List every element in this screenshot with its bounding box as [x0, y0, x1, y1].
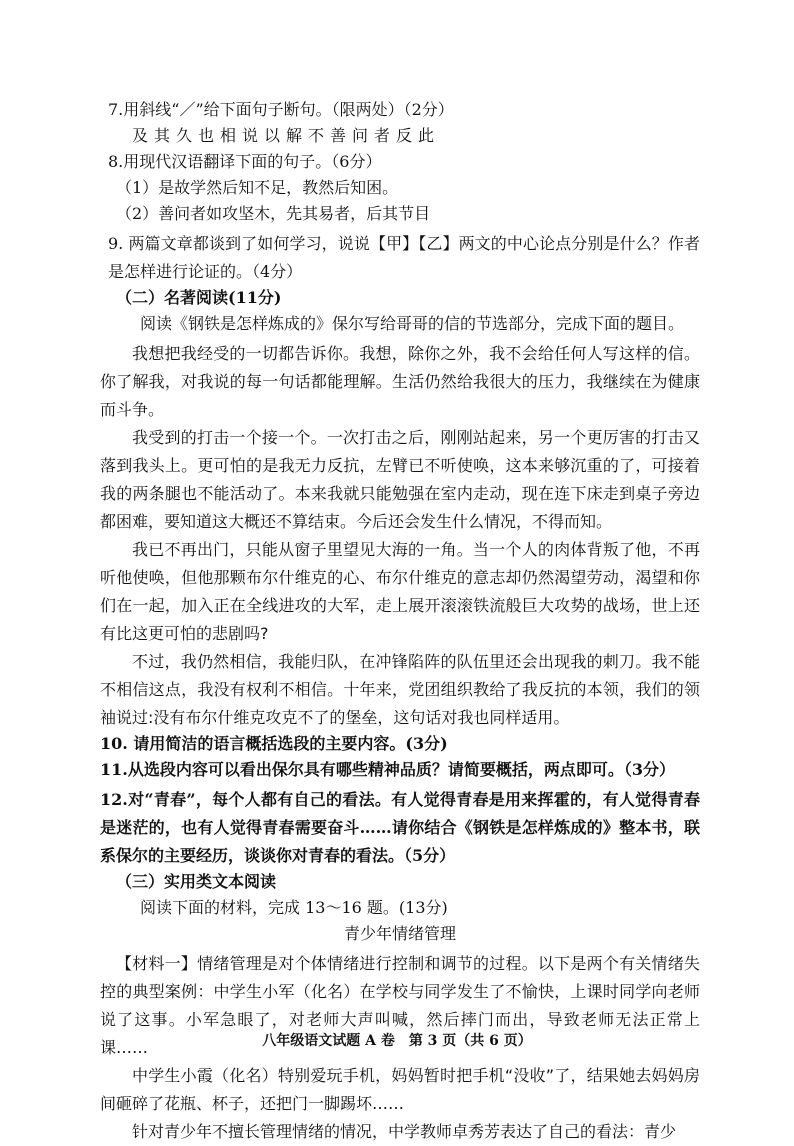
article-title: 青少年情绪管理: [343, 924, 456, 943]
section-3-intro: 阅读下面的材料，完成 13～16 题。(13分): [140, 898, 448, 917]
material-paragraph-3: 针对青少年不擅长管理情绪的情况，中学教师卓秀芳表达了自己的看法：青少: [132, 1122, 677, 1141]
letter-paragraph-1: 我想把我经受的一切都告诉你。我想，除你之外，我不会给任何人写这样的信。你了解我，对我说的每一句话都能理解。生活仍然给我很大的压力，我继续在为健康而斗争。: [100, 344, 700, 419]
section-2-intro: 阅读《钢铁是怎样炼成的》保尔写给哥哥的信的节选部分，完成下面的题目。: [140, 314, 685, 333]
question-7-sentence: 及其久也相说以解不善问者反此: [132, 126, 441, 145]
page-footer: 八年级语文试题 A 卷 第 3 页（共 6 页）: [262, 1033, 532, 1049]
letter-paragraph-2: 我受到的打击一个接一个。一次打击之后，刚刚站起来，另一个更厉害的打击又落到我头上。更可怕的是我无力反抗，左臂已不听使唤，这本来够沉重的了，可接着我的两条腿也不能活动了。本来我就只能勉强在室内走动，现在连下床走到桌子旁边都困难，要知道这大概还不算结束。今后还会发生什么情况，不得而知。: [100, 428, 700, 531]
question-11: 11.从选段内容可以看出保尔具有哪些精神品质？请简要概括，两点即可。（3分）: [100, 760, 675, 779]
material-paragraph-1: 【材料一】情绪管理是对个体情绪进行控制和调节的过程。以下是两个有关情绪失控的典型案例：中学生小军（化名）在学校与同学发生了不愉快，上课时同学向老师说了这事。小军急眼了，对老师大声叫喊，然后摔门而出，导致老师无法正常上课……: [100, 954, 700, 1057]
question-9: 9. 两篇文章都谈到了如何学习，说说【甲】【乙】两文的中心论点分别是什么？作者是怎样进行论证的。（4分）: [108, 234, 700, 281]
question-8: 8.用现代汉语翻译下面的句子。（6分）: [108, 152, 382, 171]
question-8-part-1: （1）是故学然后知不足，教然后知困。: [116, 178, 399, 197]
letter-paragraph-4: 不过，我仍然相信，我能归队，在冲锋陷阵的队伍里还会出现我的刺刀。我不能不相信这点，我没有权利不相信。十年来，党团组织教给了我反抗的本领，我们的领袖说过:没有布尔什维克攻克不了的堡垒，这句话对我也同样适用。: [100, 652, 700, 727]
question-10: 10. 请用简洁的语言概括选段的主要内容。(3分): [100, 734, 448, 753]
letter-excerpt: [100, 340, 700, 732]
question-8-part-2: （2）善问者如攻坚木，先其易者，后其节目: [116, 204, 431, 223]
question-12: 12.对“青春”，每个人都有自己的看法。有人觉得青春是用来挥霍的，有人觉得青春是迷茫的，也有人觉得青春需要奋斗……请你结合《钢铁是怎样炼成的》整本书，联系保尔的主要经历，谈谈你对青春的看法。（5分）: [100, 790, 700, 865]
page-content: [100, 100, 700, 1146]
section-2-heading: （二）名著阅读(11分): [116, 288, 282, 307]
question-7: 7.用斜线“／”给下面句子断句。（限两处）（2分）: [108, 100, 454, 119]
material-paragraph-2: 中学生小霞（化名）特别爱玩手机，妈妈暂时把手机“没收”了，结果她去妈妈房间砸碎了花瓶、杯子，还把门一脚踢坏……: [100, 1066, 700, 1113]
letter-paragraph-3: 我已不再出门，只能从窗子里望见大海的一角。当一个人的肉体背叛了他，不再听他使唤，但他那颗布尔什维克的心、布尔什维克的意志却仍然渴望劳动，渴望和你们在一起，加入正在全线进攻的大军，走上展开滚滚铁流般巨大攻势的战场，世上还有比这更可怕的悲剧吗?: [100, 540, 700, 643]
section-3-heading: （三）实用类文本阅读: [116, 872, 277, 891]
